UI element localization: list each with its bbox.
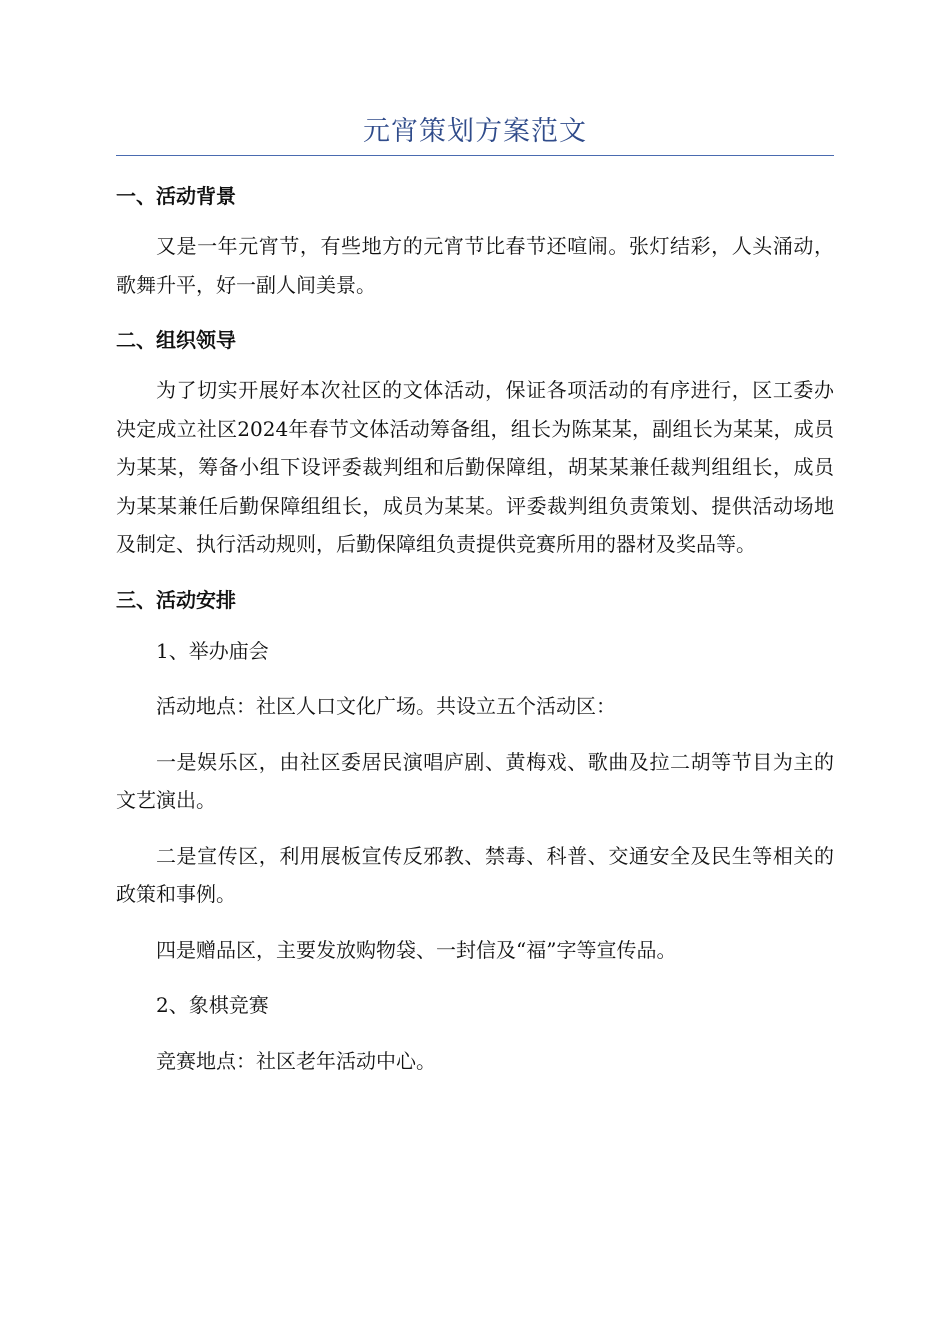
organization-paragraph: 为了切实开展好本次社区的文体活动，保证各项活动的有序进行，区工委办决定成立社区2024年春节文体活动筹备组，组长为陈某某，副组长为某某，成员为某某，筹备小组下设评委裁判组和后勤保障组，胡某某兼任裁判组组长，成员为某某兼任后勤保障组组长，成员为某某。评委裁判组负责策划、提供活动场地及制定、执行活动规则，后勤保障组负责提供竞赛所用的器材及奖品等。 [116,378,834,556]
section-heading-arrangement: 三、活动安排 [116,587,236,612]
gift-zone: 四是赠品区，主要发放购物袋、一封信及“福”字等宣传品。 [156,937,677,962]
publicity-zone: 二是宣传区，利用展板宣传反邪教、禁毒、科普、交通安全及民生等相关的政策和事例。 [116,843,834,906]
document-title: 元宵策划方案范文 [363,116,587,147]
temple-fair-location: 活动地点：社区人口文化广场。共设立五个活动区： [156,694,616,718]
background-paragraph: 又是一年元宵节，有些地方的元宵节比春节还喧闹。张灯结彩，人头涌动，歌舞升平，好一副人间美景。 [116,234,834,297]
arrangement-item-chess: 2、象棋竞赛 [156,993,269,1017]
title-underline [116,155,834,156]
document-page [116,112,834,1080]
section-heading-organization: 二、组织领导 [116,328,236,352]
chess-location: 竞赛地点：社区老年活动中心。 [156,1048,436,1073]
section-heading-background: 一、活动背景 [116,184,236,208]
arrangement-item-temple-fair: 1、举办庙会 [156,638,269,663]
entertainment-zone: 一是娱乐区，由社区委居民演唱庐剧、黄梅戏、歌曲及拉二胡等节目为主的文艺演出。 [116,749,834,812]
